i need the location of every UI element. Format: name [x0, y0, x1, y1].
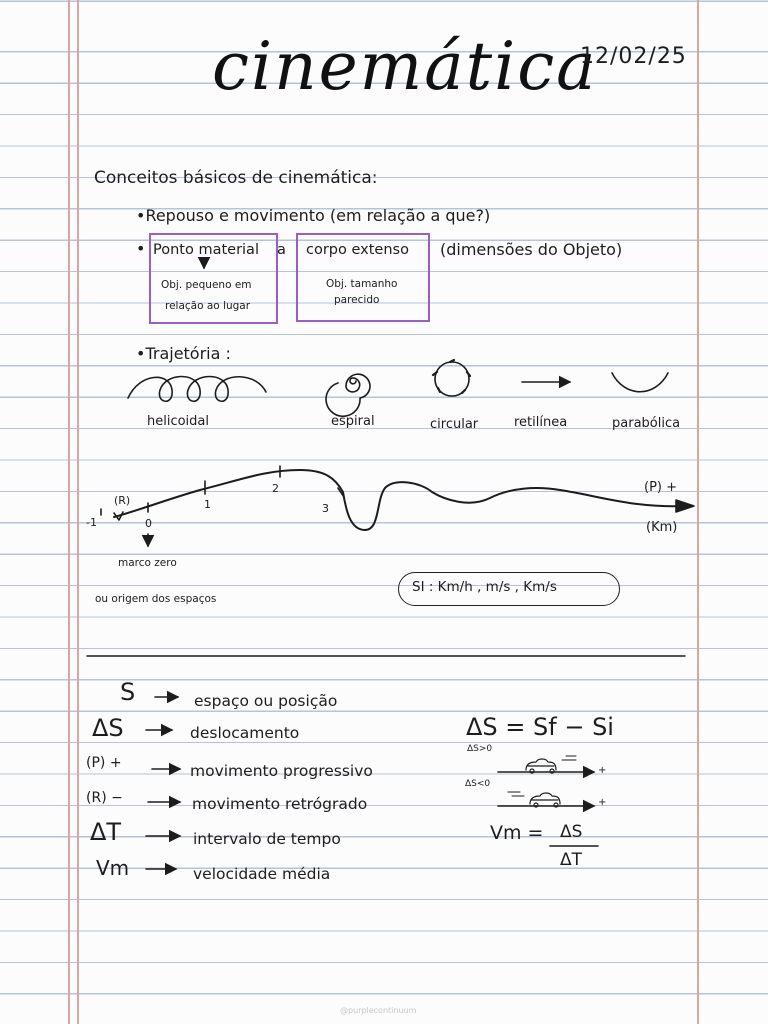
ce-note-2: parecido: [334, 294, 380, 306]
def-symbol-delta-t: ΔT: [90, 818, 122, 846]
traj-label-circular: circular: [430, 417, 479, 432]
marco-zero-line2: ou origem dos espaços: [95, 593, 217, 605]
def-symbol-retrograde: (R) −: [86, 790, 123, 806]
def-symbol-s: S: [120, 678, 136, 706]
circle-arrow-icons: [433, 360, 470, 393]
formula-vm-numerator: ΔS: [560, 822, 583, 842]
spiral-drawing: [326, 374, 370, 416]
pm-note-2: relação ao lugar: [165, 300, 251, 312]
tick-label-0: 0: [145, 517, 152, 530]
def-symbol-vm: Vm: [96, 856, 130, 880]
formula-vm-lhs: Vm =: [490, 822, 544, 844]
formula-delta-s: ΔS = Sf − Si: [466, 713, 614, 741]
page-title: cinemática: [212, 28, 598, 105]
def-text-delta-t: intervalo de tempo: [193, 830, 341, 848]
bullet-marker: •: [136, 239, 146, 258]
marker-progressive: (P) +: [644, 480, 678, 495]
trajectory-heading: •Trajetória :: [136, 344, 231, 363]
helix-drawing: [128, 377, 266, 402]
marco-zero-line1: marco zero: [118, 557, 177, 569]
traj-label-helicoidal: helicoidal: [147, 414, 210, 429]
watermark: @purplecontinuum: [340, 1006, 417, 1015]
car-right-motion-lines: [562, 756, 576, 760]
car-right-icon: [526, 759, 556, 770]
axis-unit: (Km): [646, 520, 678, 535]
corpo-extenso-label: corpo extenso: [306, 242, 409, 258]
si-units-text: SI : Km/h , m/s , Km/s: [412, 579, 557, 595]
formula-plus-1: +: [598, 765, 607, 776]
formula-negative: ΔS<0: [465, 779, 491, 789]
pm-note-1: Obj. pequeno em: [161, 279, 252, 291]
def-text-progressive: movimento progressivo: [190, 762, 373, 780]
def-text-vm: velocidade média: [193, 865, 331, 883]
date: 12/02/25: [580, 44, 687, 69]
ponto-material-label: Ponto material: [153, 242, 259, 258]
connector-a: a: [277, 242, 286, 258]
axis-arrow-icon: [676, 500, 694, 512]
parabola-drawing: [612, 373, 668, 392]
car-left-icon: [530, 793, 560, 804]
def-text-retrograde: movimento retrógrado: [192, 795, 368, 813]
marker-retrograde: (R): [114, 494, 131, 507]
formula-vm-denominator: ΔT: [560, 850, 583, 870]
tick-label-3: 3: [322, 502, 329, 515]
tick-label-2: 2: [272, 482, 279, 495]
formula-positive: ΔS>0: [467, 744, 493, 754]
traj-label-espiral: espiral: [331, 414, 375, 429]
bullet-repouso: •Repouso e movimento (em relação a que?): [136, 206, 491, 225]
def-text-s: espaço ou posição: [194, 692, 338, 710]
tick-label-neg1: -1: [86, 516, 97, 529]
ce-note-1: Obj. tamanho: [326, 278, 398, 290]
basics-heading: Conceitos básicos de cinemática:: [94, 168, 378, 188]
def-symbol-progressive: (P) +: [86, 755, 122, 771]
traj-label-parabolica: parabólica: [612, 416, 681, 431]
formula-plus-2: +: [598, 797, 607, 808]
traj-label-retilinea: retilínea: [514, 415, 568, 430]
def-symbol-delta-s: ΔS: [92, 714, 124, 742]
def-text-delta-s: deslocamento: [190, 724, 300, 742]
dimensoes-label: (dimensões do Objeto): [440, 240, 623, 259]
trajectory-curve: [114, 470, 688, 530]
tick-label-1: 1: [204, 498, 211, 511]
car-left-motion-lines: [508, 792, 524, 796]
